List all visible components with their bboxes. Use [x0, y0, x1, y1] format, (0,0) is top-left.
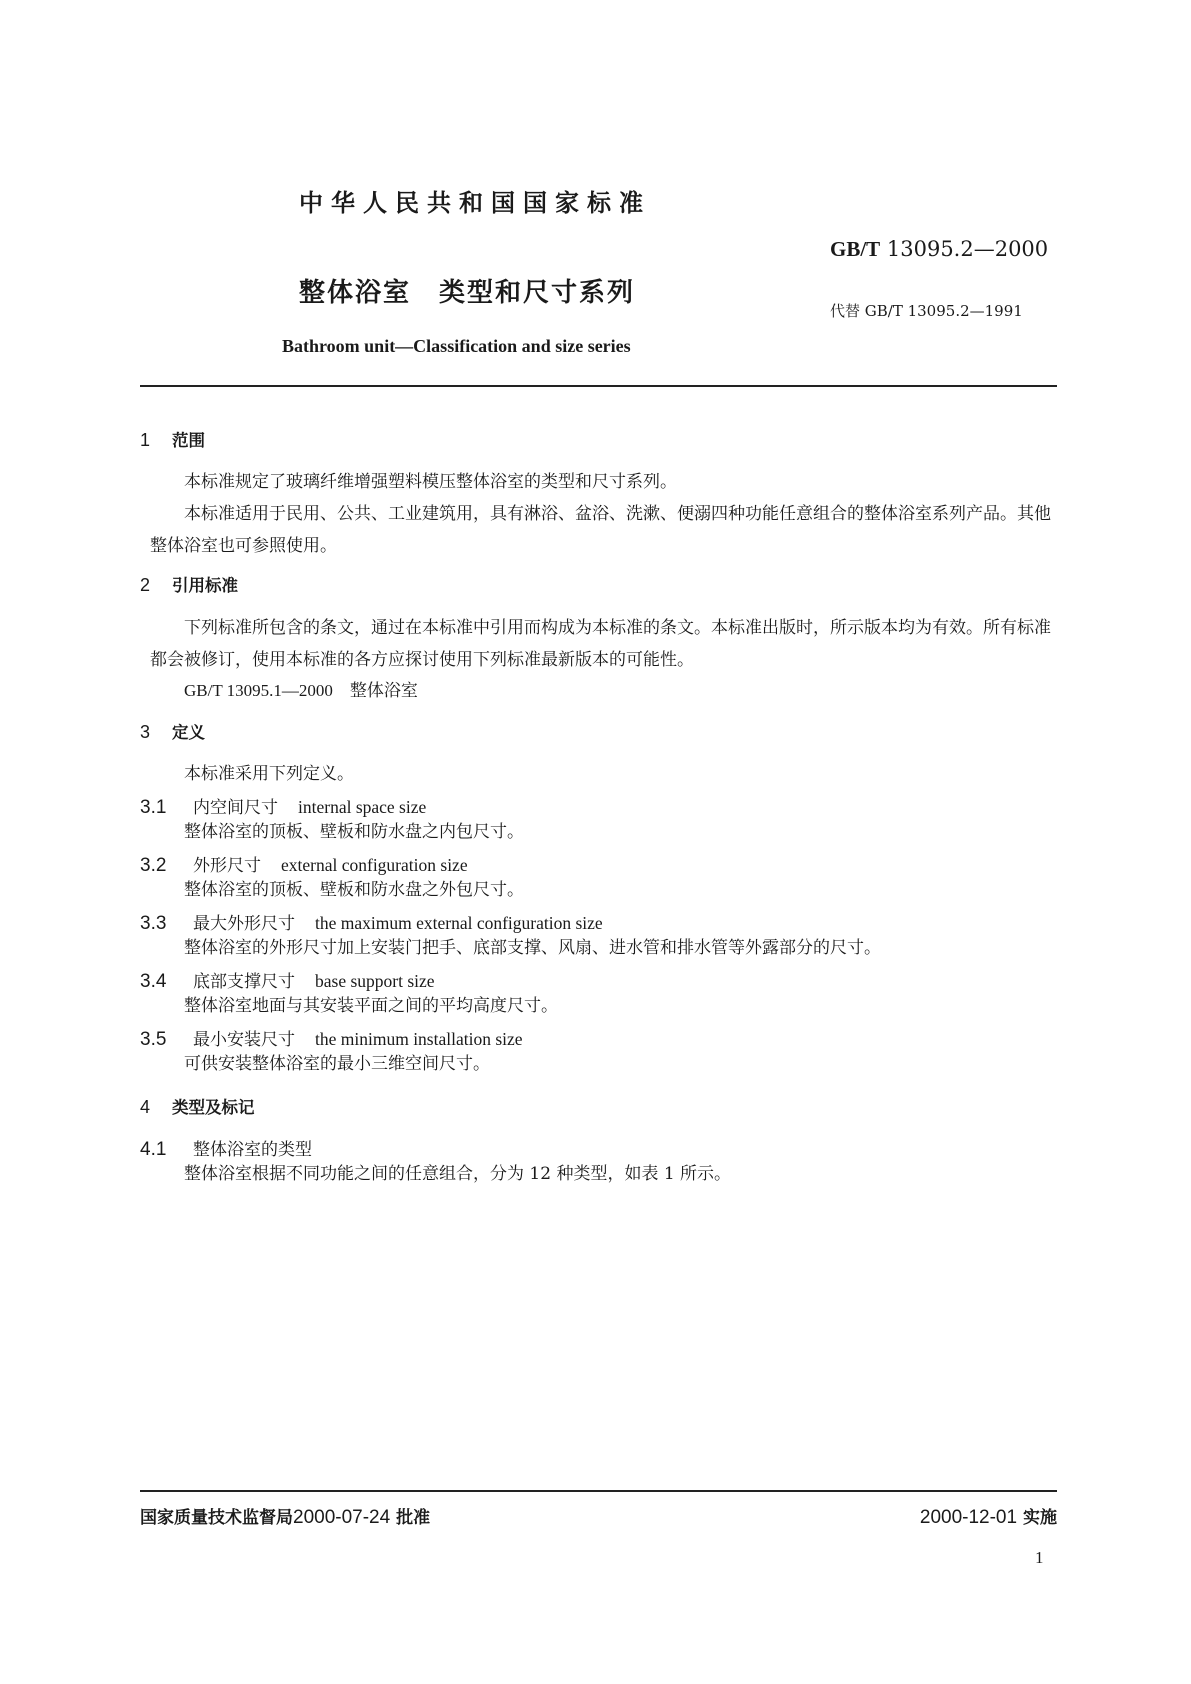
- definition-3-1-term: 3.1 内空间尺寸 internal space size: [140, 797, 427, 818]
- definition-3-3-text: 整体浴室的外形尺寸加上安装门把手、底部支撑、风扇、进水管和排水管等外露部分的尺寸。: [184, 938, 881, 958]
- section-2-paragraph-1: 下列标准所包含的条文，通过在本标准中引用而构成为本标准的条文。本标准出版时，所示版本均为有效。所有标准都会被修订，使用本标准的各方应探讨使用下列标准最新版本的可能性。: [150, 618, 1051, 670]
- definition-3-1-text: 整体浴室的顶板、壁板和防水盘之内包尺寸。: [184, 822, 524, 842]
- title-english: Bathroom unit—Classification and size series: [282, 336, 631, 356]
- reference-entry: GB/T 13095.1—2000 整体浴室: [184, 681, 418, 701]
- national-standard-heading: 中华人民共和国国家标准: [299, 189, 651, 217]
- effective-line: 2000-12-01 实施: [919, 1507, 1057, 1528]
- section-1-paragraph-2: 本标准适用于民用、公共、工业建筑用，具有淋浴、盆浴、洗漱、便溺四种功能任意组合的整体浴室系列产品。其他整体浴室也可参照使用。: [150, 504, 1051, 556]
- definition-3-3-term: 3.3 最大外形尺寸 the maximum external configuration size: [140, 913, 603, 934]
- footer-divider: [140, 1490, 1057, 1492]
- section-1-heading: 1 范围: [140, 430, 205, 450]
- definition-3-2-term: 3.2 外形尺寸 external configuration size: [140, 855, 468, 876]
- page-number: 1: [1035, 1548, 1044, 1567]
- approval-line: 国家质量技术监督局2000-07-24 批准: [140, 1507, 431, 1528]
- definition-3-2-text: 整体浴室的顶板、壁板和防水盘之外包尺寸。: [184, 880, 524, 900]
- code-prefix: GB/T: [830, 237, 881, 261]
- section-3-heading: 3 定义: [140, 722, 205, 742]
- section-1-paragraph-1: 本标准规定了玻璃纤维增强塑料模压整体浴室的类型和尺寸系列。: [184, 472, 677, 492]
- replaces-note: 代替 GB/T 13095.2—1991: [830, 302, 1023, 320]
- definition-3-5-term: 3.5 最小安装尺寸 the minimum installation size: [140, 1029, 523, 1050]
- subsection-4-1-heading: 4.1 整体浴室的类型: [140, 1139, 312, 1160]
- section-4-heading: 4 类型及标记: [140, 1097, 255, 1117]
- code-number: 13095.2—2000: [886, 237, 1049, 261]
- section-2-heading: 2 引用标准: [140, 575, 238, 595]
- definition-3-4-text: 整体浴室地面与其安装平面之间的平均高度尺寸。: [184, 996, 558, 1016]
- definition-3-4-term: 3.4 底部支撑尺寸 base support size: [140, 971, 435, 992]
- title-chinese: 整体浴室 类型和尺寸系列: [299, 278, 636, 308]
- section-3-intro: 本标准采用下列定义。: [184, 764, 354, 784]
- definition-3-5-text: 可供安装整体浴室的最小三维空间尺寸。: [184, 1054, 490, 1074]
- standard-code: [830, 237, 1048, 262]
- section-4-paragraph-1: 整体浴室根据不同功能之间的任意组合，分为 12 种类型，如表 1 所示。: [184, 1164, 732, 1184]
- header-divider: [140, 385, 1057, 387]
